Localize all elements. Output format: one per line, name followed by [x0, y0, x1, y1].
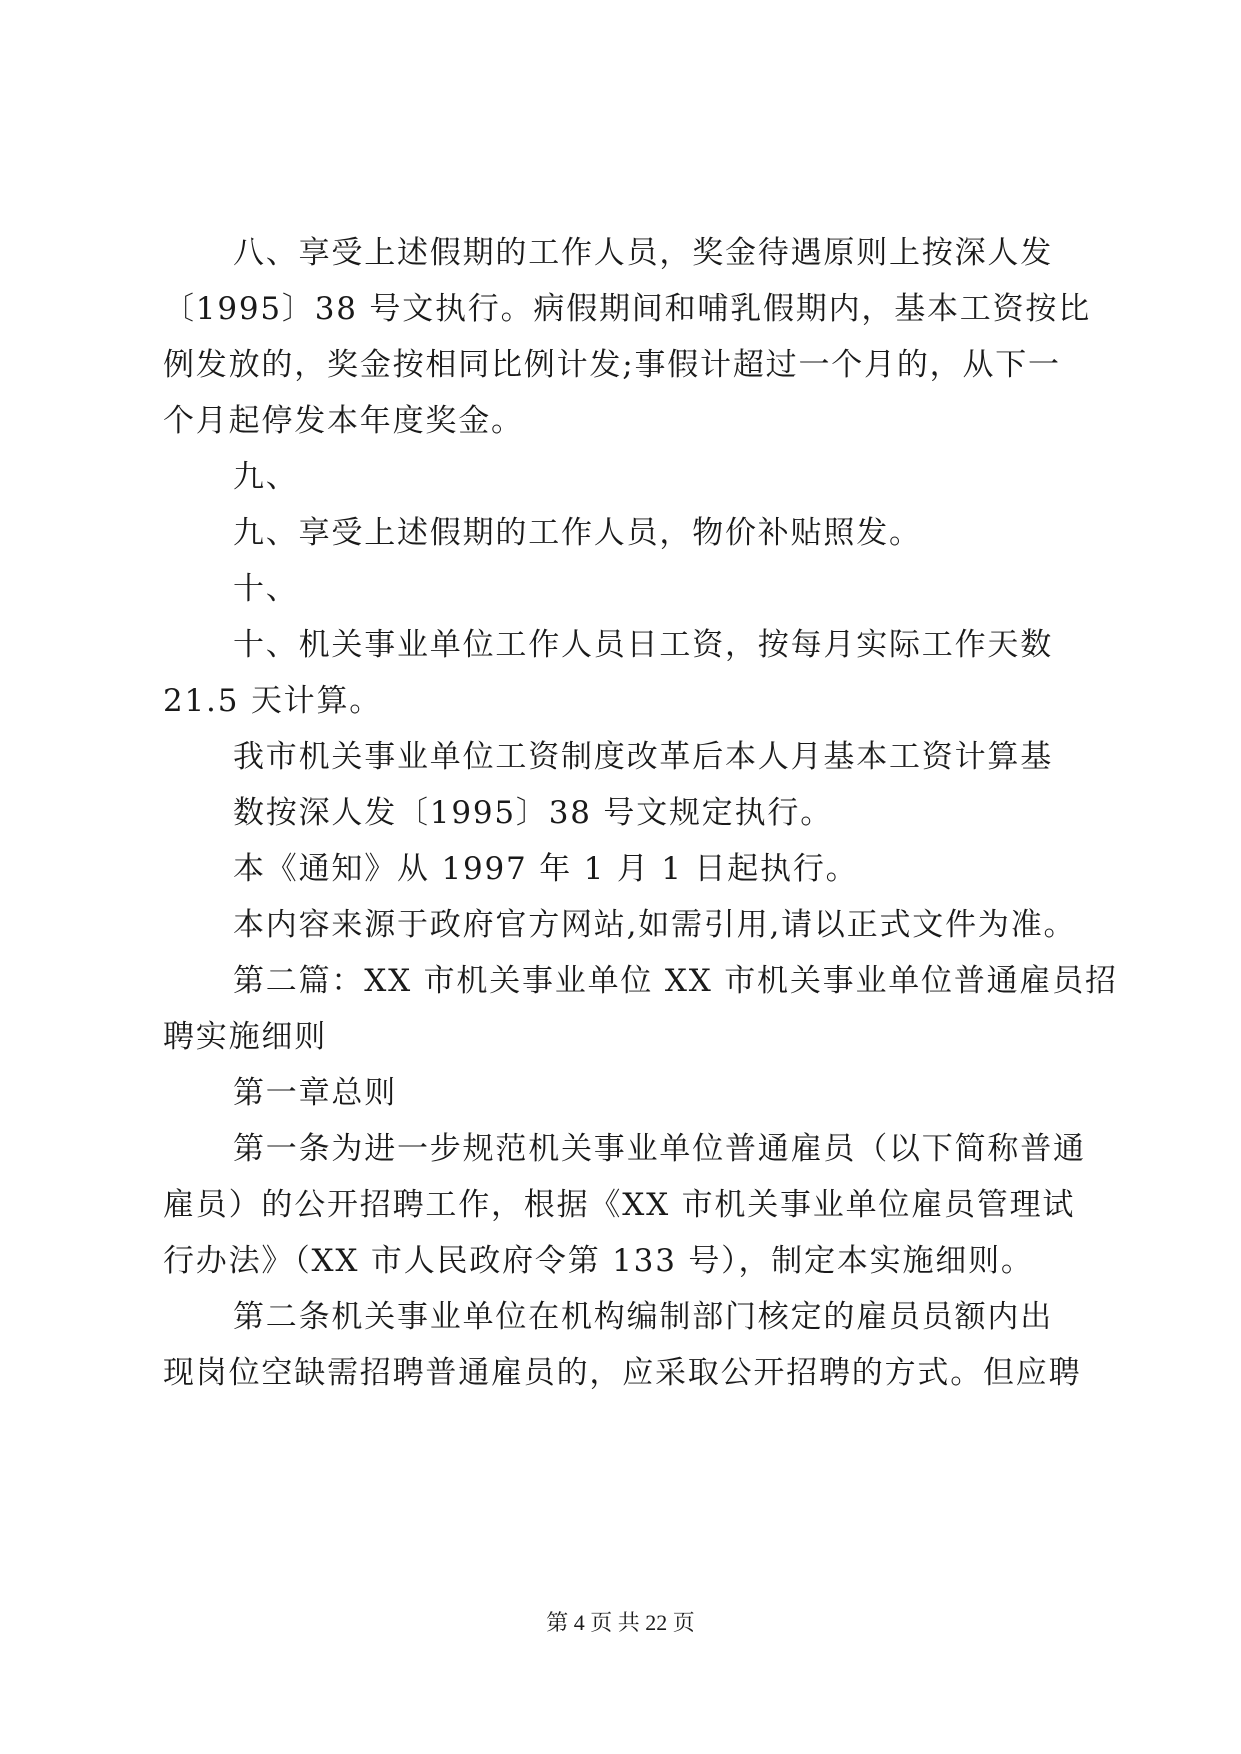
text-line: 九、	[233, 459, 299, 495]
text-line: 第一章总则	[233, 1075, 397, 1111]
text-line: 十、机关事业单位工作人员日工资，按每月实际工作天数	[233, 627, 1053, 663]
text-line: 第二条机关事业单位在机构编制部门核定的雇员员额内出	[233, 1299, 1053, 1335]
page-number-footer: 第 4 页 共 22 页	[546, 1610, 695, 1635]
text-line: 第一条为进一步规范机关事业单位普通雇员（以下简称普通	[233, 1131, 1086, 1167]
text-line: 个月起停发本年度奖金。	[163, 403, 524, 439]
text-line: 现岗位空缺需招聘普通雇员的，应采取公开招聘的方式。但应聘	[163, 1355, 1082, 1391]
text-line: 我市机关事业单位工资制度改革后本人月基本工资计算基	[233, 739, 1053, 775]
text-line: 21.5 天计算。	[163, 683, 383, 719]
text-line: 本《通知》从 1997 年 1 月 1 日起执行。	[233, 851, 859, 887]
text-line: 聘实施细则	[163, 1019, 327, 1055]
text-line: 例发放的，奖金按相同比例计发;事假计超过一个月的，从下一	[163, 347, 1061, 383]
text-line: 十、	[233, 571, 299, 607]
text-line: 九、享受上述假期的工作人员，物价补贴照发。	[233, 515, 922, 551]
text-line: 〔1995〕38 号文执行。病假期间和哺乳假期内，基本工资按比	[163, 291, 1091, 327]
text-line: 八、享受上述假期的工作人员，奖金待遇原则上按深人发	[233, 235, 1053, 271]
text-line: 第二篇：XX 市机关事业单位 XX 市机关事业单位普通雇员招	[233, 963, 1118, 999]
text-line: 数按深人发〔1995〕38 号文规定执行。	[233, 795, 833, 831]
text-line: 本内容来源于政府官方网站,如需引用,请以正式文件为准。	[233, 907, 1077, 943]
text-line: 行办法》（XX 市人民政府令第 133 号），制定本实施细则。	[163, 1243, 1034, 1279]
text-line: 雇员）的公开招聘工作，根据《XX 市机关事业单位雇员管理试	[163, 1187, 1076, 1223]
